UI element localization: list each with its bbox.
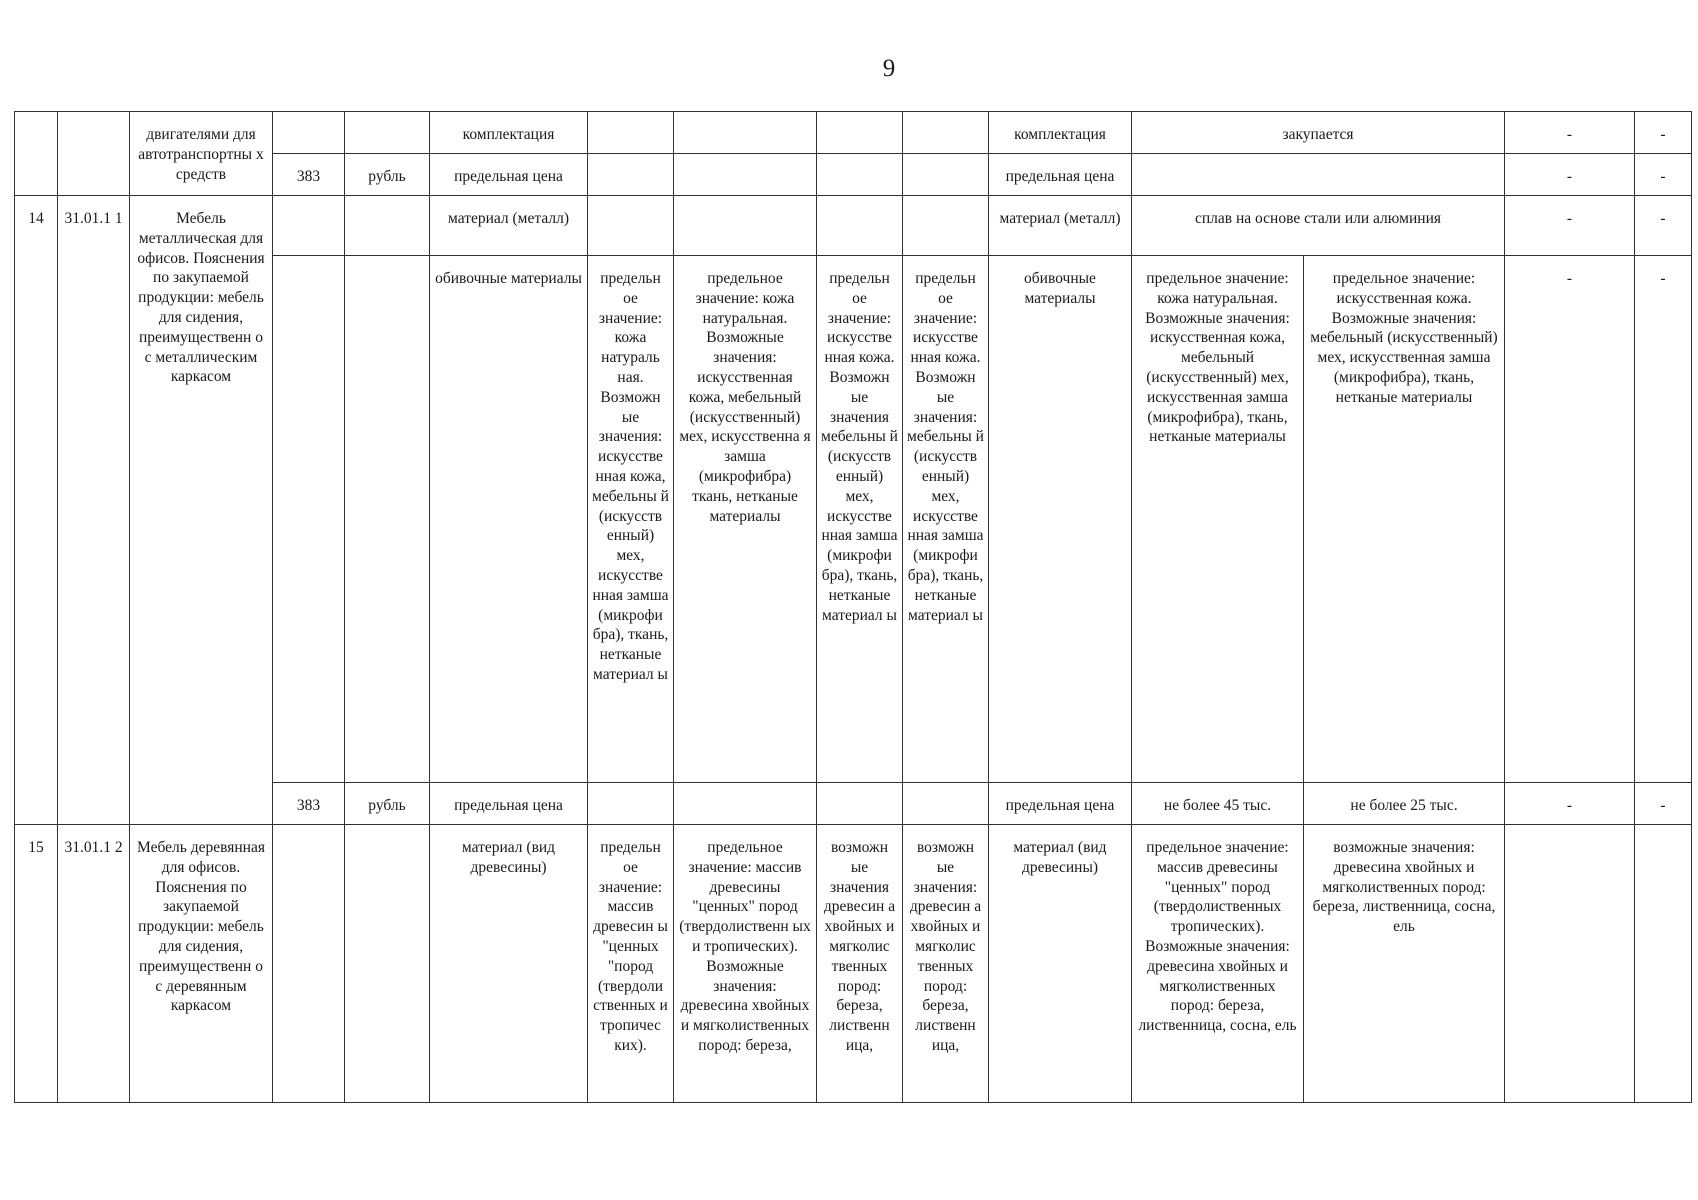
cell-value: сплав на основе стали или алюминия bbox=[1132, 196, 1505, 256]
cell-characteristic: обивочные материалы bbox=[989, 256, 1132, 783]
cell-value bbox=[588, 112, 674, 154]
cell-value: не более 45 тыс. bbox=[1132, 783, 1304, 825]
cell-characteristic: предельная цена bbox=[989, 154, 1132, 196]
cell-value bbox=[1132, 154, 1505, 196]
cell-code bbox=[58, 112, 130, 196]
cell-justification: - bbox=[1505, 196, 1635, 256]
cell-function bbox=[1635, 825, 1692, 1103]
cell-justification bbox=[1505, 825, 1635, 1103]
cell-value: возможн ые значения древесин а хвойных и мягколис твенных пород: береза, лиственн ица, bbox=[817, 825, 903, 1103]
cell-okei bbox=[273, 256, 345, 783]
cell-value bbox=[674, 196, 817, 256]
cell-value bbox=[817, 154, 903, 196]
cell-unit bbox=[345, 825, 430, 1103]
cell-num bbox=[15, 112, 58, 196]
cell-unit: рубль bbox=[345, 783, 430, 825]
specification-table bbox=[14, 111, 1692, 1103]
cell-name: Мебель деревянная для офисов. Пояснения по закупаемой продукции: мебель для сидения, преимущественн о с деревянным каркасом bbox=[130, 825, 273, 1103]
cell-value: предельное значение: кожа натуральная. Возможные значения: искусственная кожа, мебельный (искусственный) мех, искусственная замша (микрофибра), ткань, нетканые материалы bbox=[1132, 256, 1304, 783]
cell-value: предельное значение: массив древесины "ценных" пород (твердолиственных тропических). Возможные значения: древесина хвойных и мягколиственных пород: береза, лиственница, сосна, ель bbox=[1132, 825, 1304, 1103]
cell-okei bbox=[273, 196, 345, 256]
cell-characteristic: материал (вид древесины) bbox=[430, 825, 588, 1103]
cell-function: - bbox=[1635, 154, 1692, 196]
cell-value bbox=[674, 154, 817, 196]
cell-name: двигателями для автотранспортны х средств bbox=[130, 112, 273, 196]
page-number: 9 bbox=[882, 55, 896, 82]
cell-characteristic: материал (вид древесины) bbox=[989, 825, 1132, 1103]
cell-justification: - bbox=[1505, 112, 1635, 154]
cell-code: 31.01.1 2 bbox=[58, 825, 130, 1103]
cell-value: предельное значение: кожа натуральная. Возможные значения: искусственная кожа, мебельный (искусственный) мех, искусственна я замша (микрофибра) ткань, нетканые материалы bbox=[674, 256, 817, 783]
cell-characteristic: предельная цена bbox=[989, 783, 1132, 825]
cell-function: - bbox=[1635, 783, 1692, 825]
cell-value bbox=[588, 783, 674, 825]
cell-characteristic: предельная цена bbox=[430, 154, 588, 196]
cell-value: закупается bbox=[1132, 112, 1505, 154]
cell-justification: - bbox=[1505, 783, 1635, 825]
cell-value bbox=[817, 112, 903, 154]
cell-okei bbox=[273, 112, 345, 154]
cell-value: предельн ое значение: искусстве нная кожа. Возможн ые значения: мебельны й (искусств енный) мех, искусстве нная замша (микрофи бра), ткань, нетканые материал ы bbox=[903, 256, 989, 783]
cell-function: - bbox=[1635, 256, 1692, 783]
cell-value bbox=[903, 783, 989, 825]
cell-unit bbox=[345, 196, 430, 256]
cell-unit bbox=[345, 112, 430, 154]
cell-value: предельн ое значение: массив древесин ы "ценных "пород (твердоли ственных и тропичес ких). bbox=[588, 825, 674, 1103]
cell-unit bbox=[345, 256, 430, 783]
cell-value: предельн ое значение: кожа натураль ная. Возможн ые значения: искусстве нная кожа, мебельны й (искусств енный) мех, искусстве нная замша (микрофи бра), ткань, нетканые материал ы bbox=[588, 256, 674, 783]
cell-characteristic: комплектация bbox=[989, 112, 1132, 154]
cell-okei: 383 bbox=[273, 783, 345, 825]
cell-value bbox=[588, 196, 674, 256]
cell-okei: 383 bbox=[273, 154, 345, 196]
table-row bbox=[15, 196, 1692, 256]
cell-value bbox=[674, 783, 817, 825]
table-row bbox=[15, 112, 1692, 154]
cell-characteristic: предельная цена bbox=[430, 783, 588, 825]
cell-value bbox=[817, 783, 903, 825]
cell-value: предельное значение: искусственная кожа. Возможные значения: мебельный (искусственный) мех, искусственная замша (микрофибра), ткань, нетканые материалы bbox=[1304, 256, 1505, 783]
cell-name: Мебель металлическая для офисов. Пояснения по закупаемой продукции: мебель для сидения, преимущественн о с металлическим каркасом bbox=[130, 196, 273, 825]
cell-value bbox=[817, 196, 903, 256]
cell-characteristic: материал (металл) bbox=[430, 196, 588, 256]
cell-function: - bbox=[1635, 196, 1692, 256]
cell-characteristic: материал (металл) bbox=[989, 196, 1132, 256]
cell-characteristic: обивочные материалы bbox=[430, 256, 588, 783]
cell-code: 31.01.1 1 bbox=[58, 196, 130, 825]
table-row bbox=[15, 825, 1692, 1103]
cell-value bbox=[588, 154, 674, 196]
cell-justification: - bbox=[1505, 154, 1635, 196]
cell-justification: - bbox=[1505, 256, 1635, 783]
cell-value bbox=[903, 154, 989, 196]
cell-okei bbox=[273, 825, 345, 1103]
cell-value: не более 25 тыс. bbox=[1304, 783, 1505, 825]
cell-num: 15 bbox=[15, 825, 58, 1103]
cell-value: возможн ые значения: древесин а хвойных и мягколис твенных пород: береза, лиственн ица, bbox=[903, 825, 989, 1103]
cell-value bbox=[674, 112, 817, 154]
cell-characteristic: комплектация bbox=[430, 112, 588, 154]
cell-value: предельное значение: массив древесины "ценных" пород (твердолиственн ых и тропических). Возможные значения: древесина хвойных и мягколиственных пород: береза, bbox=[674, 825, 817, 1103]
cell-num: 14 bbox=[15, 196, 58, 825]
cell-unit: рубль bbox=[345, 154, 430, 196]
cell-value bbox=[903, 196, 989, 256]
cell-value bbox=[903, 112, 989, 154]
cell-function: - bbox=[1635, 112, 1692, 154]
cell-value: предельн ое значение: искусстве нная кожа. Возможн ые значения мебельны й (искусств енный) мех, искусстве нная замша (микрофи бра), ткань, нетканые материал ы bbox=[817, 256, 903, 783]
cell-value: возможные значения: древесина хвойных и мягколиственных пород: береза, лиственница, сосна, ель bbox=[1304, 825, 1505, 1103]
